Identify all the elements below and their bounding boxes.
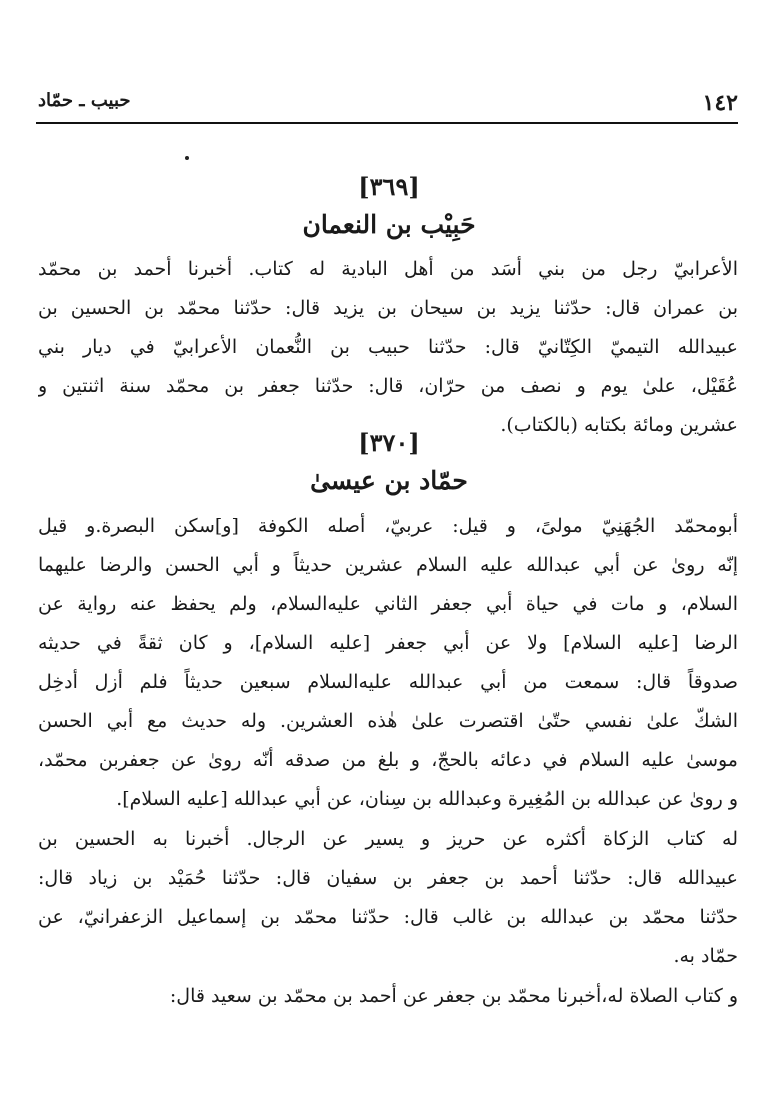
text-line: الأعرابيّ رجل من بني أسَد من أهل البادية له كتاب. أخبرنا أحمد بن محمّد	[38, 258, 738, 280]
text-line: موسىٰ عليه السلام في دعائه بالحجّ، و بلغ من صدقه أنّه روىٰ عن جعفربن محمّد،	[38, 749, 738, 771]
text-line: إنّه روىٰ عن أبي عبدالله عليه السلام عشرين حديثاً و أبي الحسن والرضا عليهما	[38, 554, 738, 576]
entry-number: [٣٧٠]	[358, 428, 420, 457]
text-line: السلام، و مات في حياة أبي جعفر الثاني عليه‌السلام، ولم يحفظ عنه رواية عن	[38, 593, 738, 615]
entry-name: حَبِيْب بن النعمان	[302, 210, 476, 239]
text-line: و روىٰ عن عبدالله بن المُغِيرة وعبدالله بن سِنان، عن أبي عبدالله [عليه السلام].	[116, 788, 738, 810]
ink-dot	[185, 156, 189, 160]
entry-paragraph	[38, 250, 738, 445]
header-rule	[36, 122, 738, 124]
entry-name: حمّاد بن عيسىٰ	[310, 466, 468, 495]
running-title: حبيب ـ حمّاد	[38, 90, 131, 111]
text-line: و كتاب الصلاة له،أخبرنا محمّد بن جعفر عن أحمد بن محمّد بن سعيد قال:	[169, 985, 738, 1007]
text-line: عبيدالله قال: حدّثنا أحمد بن جعفر بن سفيان قال: حدّثنا حُمَيْد بن زياد قال:	[38, 867, 738, 889]
text-line: صدوقاً قال: سمعت من أبي عبدالله عليه‌السلام سبعين حديثاً فلم أزل أدخِل	[38, 671, 738, 693]
text-line: بن عمران قال: حدّثنا يزيد بن سيحان بن يزيد قال: حدّثنا محمّد بن الحسين بن	[38, 297, 738, 319]
text-line: عبيدالله التيميّ الكِتّانيّ قال: حدّثنا حبيب بن النُّعمان الأعرابيّ في ديار بني	[38, 336, 738, 358]
entry-paragraph	[38, 977, 738, 1016]
text-line: عشرين ومائة بكتابه (بالكتاب).	[500, 414, 738, 436]
entry-number: [٣٦٩]	[358, 172, 420, 201]
text-line: حدّثنا محمّد بن عبدالله بن غالب قال: حدّثنا محمّد بن إسماعيل الزعفرانيّ، عن	[38, 906, 738, 928]
text-line: أبومحمّد الجُهَنِيّ مولىً، و قيل: عربيّ، أصله الكوفة [و]سكن البصرة.و قيل	[38, 515, 738, 537]
entry-paragraph	[38, 507, 738, 819]
entry-paragraph	[38, 820, 738, 976]
text-line: الشكّ علىٰ نفسي حتّىٰ اقتصرت علىٰ هٰذه العشرين. وله حديث مع أبي الحسن	[38, 710, 738, 732]
text-line: عُقَيْل، علىٰ يوم و نصف من حرّان، قال: حدّثنا جعفر بن محمّد سنة اثنتين و	[38, 375, 738, 397]
page-number: ١٤٢	[702, 90, 738, 116]
text-line: له كتاب الزكاة أكثره عن حريز و يسير عن الرجال. أخبرنا به الحسين بن	[38, 828, 738, 850]
text-line: حمّاد به.	[673, 945, 738, 967]
page-header	[38, 90, 738, 120]
text-line: الرضا [عليه السلام] ولا عن أبي جعفر [عليه السلام]، و كان ثقةً في حديثه	[38, 632, 738, 654]
